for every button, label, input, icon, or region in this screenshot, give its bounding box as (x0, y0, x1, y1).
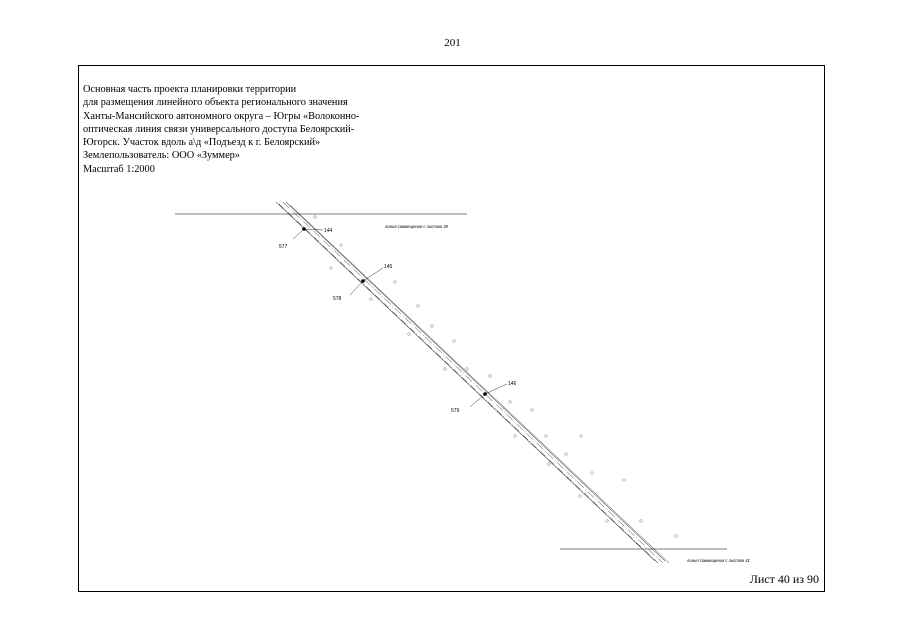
leader-line (350, 281, 363, 295)
distance-label: 579 (451, 408, 460, 414)
leader-line (363, 268, 383, 281)
corridor-lines (276, 202, 669, 563)
land-user-line: Землепользователь: ООО «Зуммер» (83, 150, 240, 162)
leader-line (470, 394, 485, 407)
match-line-top-label: линия совмещения с листом 39 (385, 224, 448, 229)
sheet-counter: Лист 40 из 90 (749, 572, 819, 586)
distance-label: 578 (333, 296, 342, 302)
point-number-label: 145 (384, 264, 393, 270)
title-line: Основная часть проекта планировки территории (83, 84, 297, 95)
match-line-bottom-label: линия совмещения с листом 41 (687, 558, 750, 563)
page-number: 201 (444, 37, 461, 49)
leader-line (293, 229, 304, 239)
leader-line (304, 229, 323, 230)
route-point-145 (333, 264, 393, 302)
leader-line (485, 384, 507, 394)
title-line: оптическая линия связи универсального доступа Белоярский- (83, 123, 355, 135)
title-line: Ханты-Мансийского автономного округа – Югры «Волоконно- (83, 110, 360, 122)
point-number-label: 146 (508, 381, 517, 387)
point-number-label: 144 (324, 228, 333, 234)
scale-line: Масштаб 1:2000 (83, 163, 155, 175)
title-line: для размещения линейного объекта регионального значения (83, 97, 348, 109)
survey-marks (314, 216, 678, 538)
route-point-146 (451, 381, 517, 414)
distance-label: 577 (279, 244, 288, 250)
title-line: Югорск. Участок вдоль а\д «Подъезд к г. Белоярский» (83, 137, 321, 149)
